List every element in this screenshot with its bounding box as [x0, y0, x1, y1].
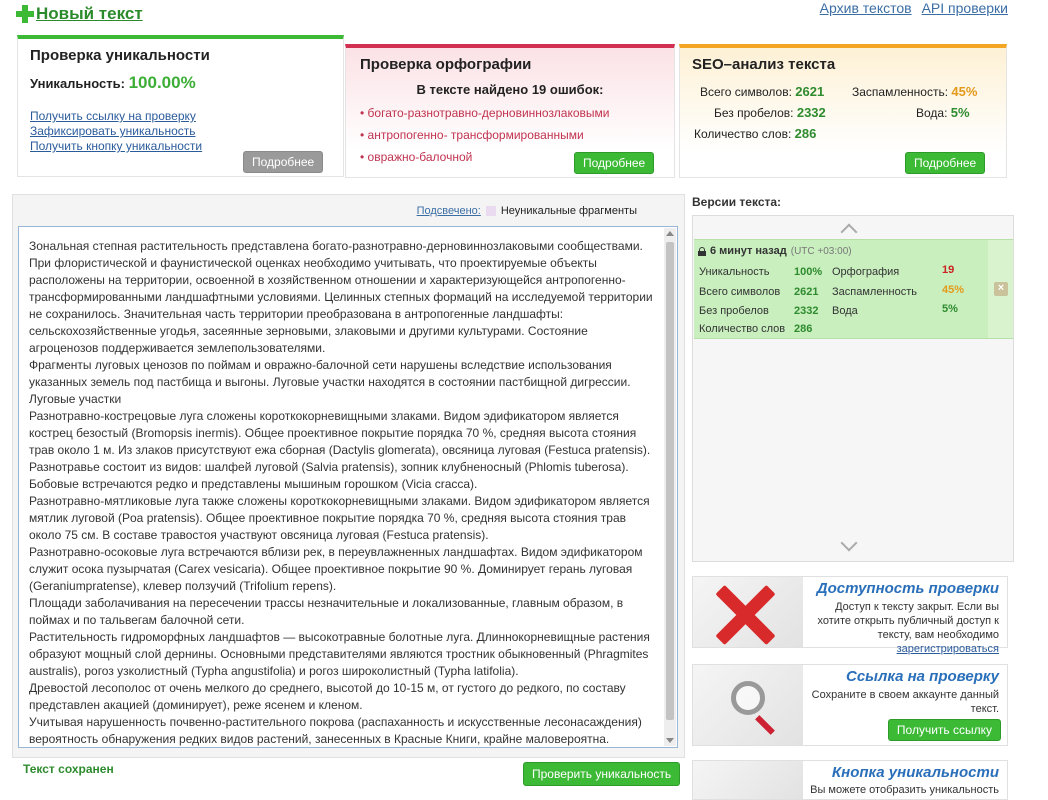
seo-spam-value: 45%: [951, 84, 978, 99]
closed-x-icon: [715, 585, 775, 645]
uniqueness-line: [30, 73, 196, 93]
access-promo: [692, 576, 1008, 655]
version-water-label: Вода: [832, 305, 858, 317]
saved-status: Текст сохранен: [23, 762, 114, 776]
editor-panel: [12, 194, 685, 758]
version-spam-label: Заспамленность: [832, 286, 917, 298]
check-uniqueness-button[interactable]: Проверить уникальность: [523, 762, 680, 786]
versions-list: [692, 215, 1014, 562]
spelling-error-item[interactable]: • антропогенно- трансформированными: [360, 128, 610, 142]
seo-words-row: [694, 126, 816, 141]
archive-link[interactable]: Архив текстов: [819, 0, 912, 16]
uniqueness-title: Проверка уникальности: [30, 47, 210, 64]
highlight-legend-label: Неуникальные фрагменты: [500, 205, 637, 217]
link-thumbnail: [693, 665, 803, 745]
access-title: Доступность проверки: [816, 580, 999, 597]
get-button-link[interactable]: Получить кнопку уникальности: [30, 139, 203, 153]
uniqueness-value: 100.00%: [128, 73, 196, 92]
seo-chars-row: [700, 84, 824, 99]
version-uniq-label: Уникальность: [699, 266, 770, 278]
top-links: [820, 0, 1008, 16]
version-nospace-label: Без пробелов: [699, 305, 769, 317]
seo-water-value: 5%: [950, 105, 970, 120]
seo-more-button[interactable]: Подробнее: [905, 152, 985, 174]
get-link-link[interactable]: Получить ссылку на проверку: [30, 109, 196, 123]
api-link[interactable]: API проверки: [921, 0, 1008, 16]
version-words-value: [794, 323, 812, 335]
new-text-link-group[interactable]: [16, 4, 143, 24]
seo-words-value: 286: [794, 126, 817, 141]
chevron-down-icon[interactable]: [841, 535, 858, 552]
scroll-thumb[interactable]: [666, 242, 674, 720]
uniqueness-more-button[interactable]: Подробнее: [243, 151, 323, 173]
access-text: [799, 600, 999, 656]
button-thumbnail: [693, 761, 803, 799]
seo-water-row: [916, 105, 970, 120]
magnifier-icon: [731, 681, 765, 715]
new-text-link[interactable]: Новый текст: [36, 4, 143, 23]
seo-nospace-row: [714, 105, 826, 120]
version-timezone: (UTC +03:00): [790, 245, 852, 257]
highlight-legend: [417, 205, 637, 217]
button-promo-title: Кнопка уникальности: [831, 764, 999, 781]
version-water-value: [942, 303, 958, 315]
get-link-button[interactable]: Получить ссылку: [888, 719, 1001, 741]
version-words-number: 286: [794, 323, 813, 335]
seo-title: SEO–анализ текста: [692, 56, 836, 73]
scroll-up-icon[interactable]: [666, 231, 674, 236]
version-spam-value: [942, 284, 964, 296]
seo-nospace-label: Без пробелов:: [714, 106, 794, 120]
spelling-title: Проверка орфографии: [360, 56, 532, 73]
chevron-up-icon[interactable]: [841, 224, 858, 241]
button-promo-text: Вы можете отобразить уникальность: [810, 784, 999, 796]
version-time: [698, 245, 852, 257]
version-chars-value: [794, 286, 818, 298]
highlight-link[interactable]: Подсвечено:: [416, 205, 481, 217]
spelling-error-item[interactable]: • богато-разнотравно-дерновиннозлаковыми: [360, 106, 610, 120]
version-water-number: 5%: [942, 303, 958, 315]
version-time-label: 6 минут назад: [710, 245, 787, 257]
register-link[interactable]: зарегистрироваться: [896, 643, 999, 655]
text-scrollbar[interactable]: [664, 228, 676, 746]
version-chars-number: 2621: [794, 286, 819, 298]
link-promo: [692, 664, 1008, 746]
version-chars-label: Всего символов: [699, 286, 781, 298]
version-uniq-number: 100%: [794, 266, 823, 278]
delete-version-icon[interactable]: ×: [994, 282, 1008, 296]
spelling-panel: [345, 44, 675, 178]
text-input[interactable]: [18, 226, 678, 748]
text-content[interactable]: Зональная степная растительность представлена богато-разнотравно-дерновиннозлаковыми сообществами. При флористической и фаунистической оценках необходимо учитывать, что проектируемые объекты расположены на территории, освоенной в хозяйственном отношении и характеризующейся антропогенно-трансформированными ландшафтными условиями. Целинных степных формаций на исследуемой территории не сохранилось. Значительная часть территории преобразована в антропогенные ландшафты: сельскохозяйственные угодья, засеянные зерновыми, злаковыми и другими культурами. Состояние агроценозов поддерживается землепользователями. Фрагменты луговых ценозов по поймам и овражно-балочной сети нарушены вследствие использования указанных земель под пастбища и выгоны. Луговые участки находятся в состоянии пастбищной дигрессии. Луговые участки Разнотравно-кострецовые луга сложены короткокорневищными злаками. Видом эдификатором является кострец безостый (Bromopsis inermis). Общее проективное покрытие порядка 70 %, средняя высота стояния трав около 1 м. Из злаков присутствуют ежа сборная (Dactylis glomerata), овсяница луговая (Festuca pratensis). Разнотравье состоит из видов: шалфей луговой (Salvia pratensis), зопник клубненосный (Phlomis tuberosa). Бобовые встречаются редко и представлены мышиным горошком (Vicia cracca). Разнотравно-мятликовые луга также сложены короткокорневищными злаками. Видом эдификатором является мятлик луговой (Poa pratensis). Общее проективное покрытие порядка 70 %, средняя высота стояния трав около 75 см. В составе травостоя участвуют овсяница луговая (Festuca pratensis). Разнотравно-осоковые луга встречаются вблизи рек, в переувлажненных ландшафтах. Видом эдификатором служит осока пузырчатая (Carex vesicaria). Общее проективное покрытие 90 %. Доминирует герань луговая (Geraniumpratense), клевер ползучий (Trifolium repens). Площади заболачивания на пересечении трассы незначительные и локализованные, главным образом, в поймах и по тальвегам балочной сети. Растительность гидроморфных ландшафтов — высокотравные болотные луга. Длиннокорневищные растения образуют мощный слой дернины. Основными представителями являются тростник обыкновенный (Phragmites australis), рогоз узколистный (Typha angustifolia) и рогоз широколистный (Typha latifolia). Древостой лесополос от очень мелкого до среднего, высотой до 10-15 м, от густого до редкого, по составу представлен акацией (доминирует), реже ясенем и кленом. Учитывая нарушенность почвенно-растительного покрова (распаханность и искусственные лесонасаждения) вероятность обнаружения редких видов растений, занесенных в Красные Книги, крайне маловероятна.: [29, 239, 653, 746]
version-spell-value: [942, 264, 954, 276]
versions-title: Версии текста:: [692, 195, 782, 209]
spelling-more-button[interactable]: Подробнее: [574, 152, 654, 174]
uniqueness-label: Уникальность:: [30, 76, 125, 91]
version-entry[interactable]: [694, 239, 988, 339]
seo-chars-label: Всего символов:: [700, 85, 792, 99]
seo-spam-label: Заспамленность:: [852, 85, 949, 99]
fix-uniqueness-link[interactable]: Зафиксировать уникальность: [30, 124, 196, 138]
version-spell-number: 19: [942, 264, 955, 276]
uniqueness-panel: [17, 35, 344, 177]
non-unique-swatch: [486, 206, 496, 216]
seo-nospace-value: 2332: [796, 105, 826, 120]
access-thumbnail: [693, 577, 803, 647]
spelling-error-list: [360, 106, 610, 172]
version-spam-number: 45%: [942, 284, 965, 296]
link-promo-title: Ссылка на проверку: [846, 668, 999, 685]
version-uniq-value: [794, 266, 822, 278]
seo-chars-value: 2621: [795, 84, 825, 99]
plus-icon: [16, 5, 34, 23]
version-side: [988, 239, 1013, 339]
seo-spam-row: [852, 84, 977, 99]
access-text-body: Доступ к тексту закрыт. Если вы хотите открыть публичный доступ к тексту, вам необходимо: [817, 601, 999, 641]
version-words-label: Количество слов: [699, 323, 786, 335]
seo-water-label: Вода:: [916, 106, 948, 120]
seo-panel: [679, 44, 1007, 178]
version-nospace-number: 2332: [794, 305, 819, 317]
scroll-down-icon[interactable]: [666, 738, 674, 743]
version-nospace-value: [794, 305, 818, 317]
version-spell-label: Орфография: [832, 266, 900, 278]
link-promo-text: Сохраните в своем аккаунте данный текст.: [811, 689, 999, 715]
spelling-error-item[interactable]: • овражно-балочной: [360, 150, 610, 164]
lock-icon: [698, 247, 706, 256]
spelling-summary: В тексте найдено 19 ошибок:: [416, 82, 604, 97]
button-promo: [692, 760, 1008, 800]
seo-words-label: Количество слов:: [694, 127, 792, 141]
uniqueness-links: [30, 109, 202, 153]
